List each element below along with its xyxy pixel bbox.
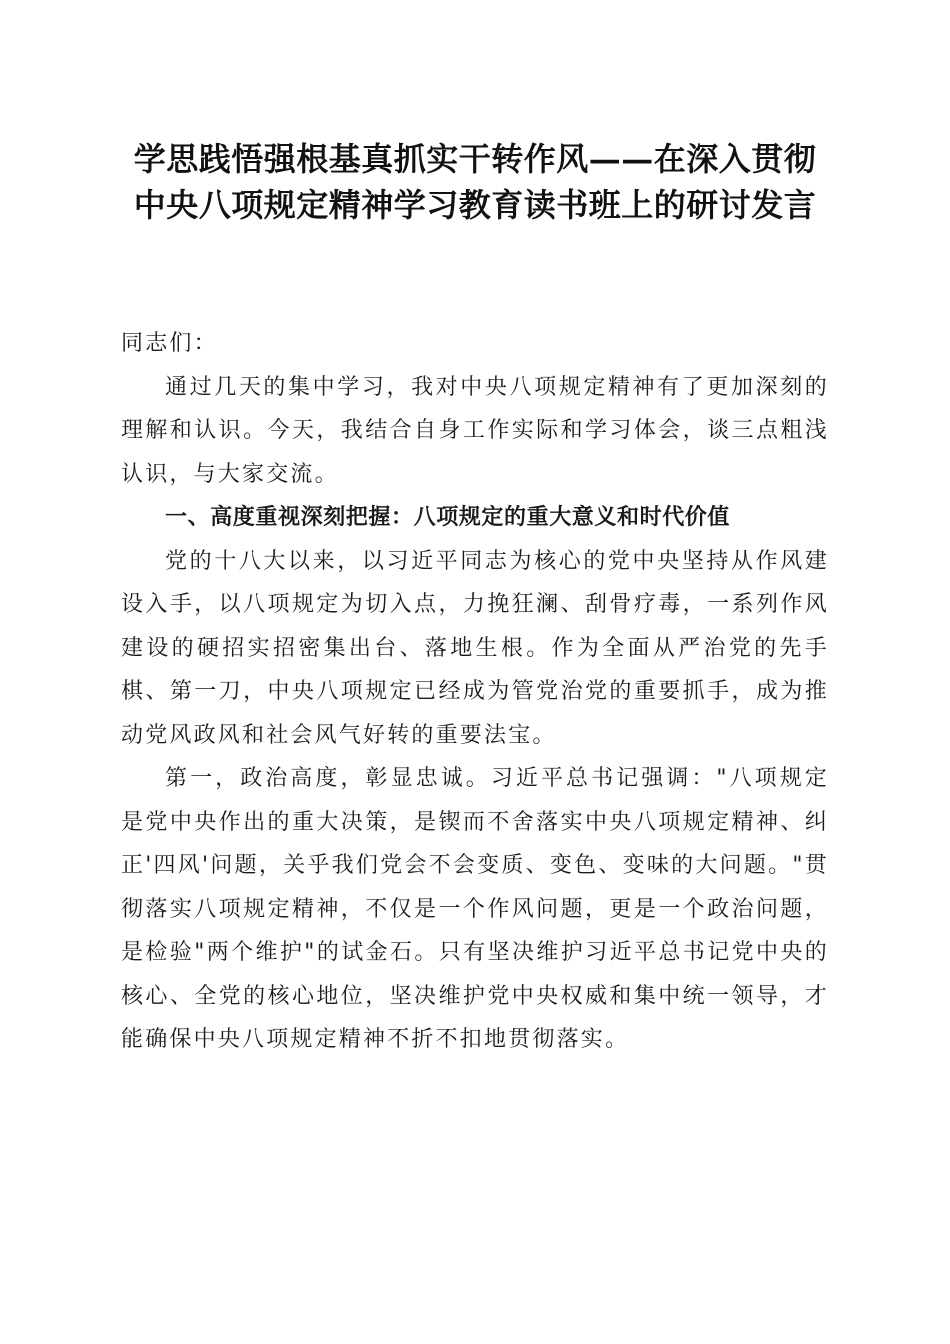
document-body <box>121 322 829 1062</box>
section-heading-1: 一、高度重视深刻把握：八项规定的重大意义和时代价值 <box>165 505 731 530</box>
point1-paragraph: 第一，政治高度，彰显忠诚。习近平总书记强调："八项规定是党中央作出的重大决策，是锲而不舍落实中央八项规定精神、纠正'四风'问题，关乎我们党会不会变质、变色、变味的大问题。"贯彻落实八项规定精神，不仅是一个作风问题，更是一个政治问题，是检验"两个维护"的试金石。只有坚决维护习近平总书记党中央的核心、全党的核心地位，坚决维护党中央权威和集中统一领导，才能确保中央八项规定精神不折不扣地贯彻落实。 <box>121 766 829 1052</box>
salutation: 同志们： <box>121 331 218 356</box>
document-title: 学思践悟强根基真抓实干转作风——在深入贯彻中央八项规定精神学习教育读书班上的研讨发言 <box>133 140 817 224</box>
section1-paragraph: 党的十八大以来，以习近平同志为核心的党中央坚持从作风建设入手，以八项规定为切入点，力挽狂澜、刮骨疗毒，一系列作风建设的硬招实招密集出台、落地生根。作为全面从严治党的先手棋、第一刀，中央八项规定已经成为管党治党的重要抓手，成为推动党风政风和社会风气好转的重要法宝。 <box>121 548 829 748</box>
intro-paragraph: 通过几天的集中学习，我对中央八项规定精神有了更加深刻的理解和认识。今天，我结合自身工作实际和学习体会，谈三点粗浅认识，与大家交流。 <box>121 374 829 487</box>
